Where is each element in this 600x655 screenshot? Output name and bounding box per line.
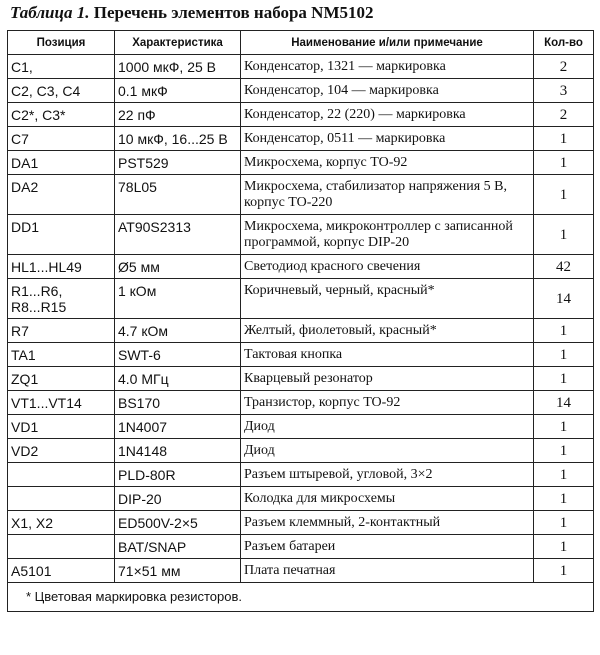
quantity-cell: 1 xyxy=(534,175,594,215)
quantity-cell: 2 xyxy=(534,103,594,127)
name-cell: Разъем батареи xyxy=(241,535,534,559)
characteristic-cell: PST529 xyxy=(115,151,241,175)
name-cell: Колодка для микросхемы xyxy=(241,487,534,511)
quantity-cell: 1 xyxy=(534,535,594,559)
characteristic-cell: 4.0 МГц xyxy=(115,367,241,391)
name-cell: Коричневый, черный, красный* xyxy=(241,279,534,319)
name-cell: Микросхема, корпус ТО-92 xyxy=(241,151,534,175)
position-cell: C1, xyxy=(8,55,115,79)
characteristic-cell: 1000 мкФ, 25 В xyxy=(115,55,241,79)
table-row xyxy=(8,175,594,215)
table-title xyxy=(10,3,374,23)
position-cell: R1...R6, R8...R15 xyxy=(8,279,115,319)
quantity-cell: 14 xyxy=(534,279,594,319)
characteristic-cell: DIP-20 xyxy=(115,487,241,511)
characteristic-cell: PLD-80R xyxy=(115,463,241,487)
table-row xyxy=(8,319,594,343)
footnote-row xyxy=(8,583,594,612)
characteristic-cell: BS170 xyxy=(115,391,241,415)
table-row xyxy=(8,391,594,415)
table-row xyxy=(8,79,594,103)
quantity-cell: 14 xyxy=(534,391,594,415)
name-cell: Светодиод красного свечения xyxy=(241,255,534,279)
table-row xyxy=(8,415,594,439)
quantity-cell: 2 xyxy=(534,55,594,79)
table-row xyxy=(8,367,594,391)
table-row xyxy=(8,215,594,255)
quantity-cell: 1 xyxy=(534,439,594,463)
header-row xyxy=(8,31,594,55)
table-row xyxy=(8,343,594,367)
position-cell: C2*, C3* xyxy=(8,103,115,127)
characteristic-cell: 1N4148 xyxy=(115,439,241,463)
name-cell: Конденсатор, 22 (220) — маркировка xyxy=(241,103,534,127)
name-cell: Конденсатор, 104 — маркировка xyxy=(241,79,534,103)
characteristic-cell: 78L05 xyxy=(115,175,241,215)
characteristic-cell: 4.7 кОм xyxy=(115,319,241,343)
position-cell: VD2 xyxy=(8,439,115,463)
table-row xyxy=(8,55,594,79)
quantity-cell: 1 xyxy=(534,463,594,487)
table-row xyxy=(8,151,594,175)
position-cell: TA1 xyxy=(8,343,115,367)
quantity-cell: 1 xyxy=(534,559,594,583)
quantity-cell: 1 xyxy=(534,319,594,343)
name-cell: Диод xyxy=(241,415,534,439)
name-cell: Конденсатор, 1321 — маркировка xyxy=(241,55,534,79)
name-cell: Тактовая кнопка xyxy=(241,343,534,367)
table-row xyxy=(8,255,594,279)
name-cell: Плата печатная xyxy=(241,559,534,583)
characteristic-cell: 71×51 мм xyxy=(115,559,241,583)
name-cell: Разъем штыревой, угловой, 3×2 xyxy=(241,463,534,487)
characteristic-cell: 22 пФ xyxy=(115,103,241,127)
position-cell: A5101 xyxy=(8,559,115,583)
footnote: * Цветовая маркировка резисторов. xyxy=(8,583,594,612)
characteristic-cell: 1N4007 xyxy=(115,415,241,439)
position-cell: DA2 xyxy=(8,175,115,215)
quantity-cell: 1 xyxy=(534,487,594,511)
position-cell: VD1 xyxy=(8,415,115,439)
table-number: Таблица 1. xyxy=(10,3,90,22)
characteristic-cell: 10 мкФ, 16...25 В xyxy=(115,127,241,151)
quantity-cell: 1 xyxy=(534,343,594,367)
quantity-cell: 42 xyxy=(534,255,594,279)
table-row xyxy=(8,127,594,151)
position-cell: X1, X2 xyxy=(8,511,115,535)
position-cell: C7 xyxy=(8,127,115,151)
position-cell xyxy=(8,487,115,511)
position-cell: R7 xyxy=(8,319,115,343)
table-body xyxy=(8,55,594,583)
table-caption: Перечень элементов набора NM5102 xyxy=(93,3,374,22)
position-cell: ZQ1 xyxy=(8,367,115,391)
characteristic-cell: 1 кОм xyxy=(115,279,241,319)
quantity-cell: 1 xyxy=(534,511,594,535)
characteristic-cell: ED500V-2×5 xyxy=(115,511,241,535)
table-row xyxy=(8,439,594,463)
table-row xyxy=(8,559,594,583)
position-cell xyxy=(8,535,115,559)
position-cell: DD1 xyxy=(8,215,115,255)
characteristic-cell: Ø5 мм xyxy=(115,255,241,279)
components-table xyxy=(7,30,594,612)
name-cell: Микросхема, стабилизатор напряжения 5 В, корпус ТО-220 xyxy=(241,175,534,215)
position-cell: DA1 xyxy=(8,151,115,175)
quantity-cell: 1 xyxy=(534,415,594,439)
table-row xyxy=(8,511,594,535)
column-header-name: Наименование и/или примечание xyxy=(241,31,534,55)
column-header-characteristic: Характеристика xyxy=(115,31,241,55)
name-cell: Микросхема, микроконтроллер с записанной программой, корпус DIP-20 xyxy=(241,215,534,255)
table-row xyxy=(8,487,594,511)
position-cell xyxy=(8,463,115,487)
table-row xyxy=(8,279,594,319)
position-cell: VT1...VT14 xyxy=(8,391,115,415)
quantity-cell: 1 xyxy=(534,127,594,151)
name-cell: Транзистор, корпус ТО-92 xyxy=(241,391,534,415)
position-cell: C2, C3, C4 xyxy=(8,79,115,103)
name-cell: Конденсатор, 0511 — маркировка xyxy=(241,127,534,151)
characteristic-cell: 0.1 мкФ xyxy=(115,79,241,103)
name-cell: Диод xyxy=(241,439,534,463)
characteristic-cell: SWT-6 xyxy=(115,343,241,367)
characteristic-cell: AT90S2313 xyxy=(115,215,241,255)
characteristic-cell: BAT/SNAP xyxy=(115,535,241,559)
name-cell: Кварцевый резонатор xyxy=(241,367,534,391)
quantity-cell: 1 xyxy=(534,215,594,255)
table-row xyxy=(8,463,594,487)
quantity-cell: 3 xyxy=(534,79,594,103)
quantity-cell: 1 xyxy=(534,367,594,391)
name-cell: Разъем клеммный, 2-контактный xyxy=(241,511,534,535)
quantity-cell: 1 xyxy=(534,151,594,175)
name-cell: Желтый, фиолетовый, красный* xyxy=(241,319,534,343)
column-header-quantity: Кол-во xyxy=(534,31,594,55)
table-row xyxy=(8,103,594,127)
position-cell: HL1...HL49 xyxy=(8,255,115,279)
column-header-position: Позиция xyxy=(8,31,115,55)
table-row xyxy=(8,535,594,559)
